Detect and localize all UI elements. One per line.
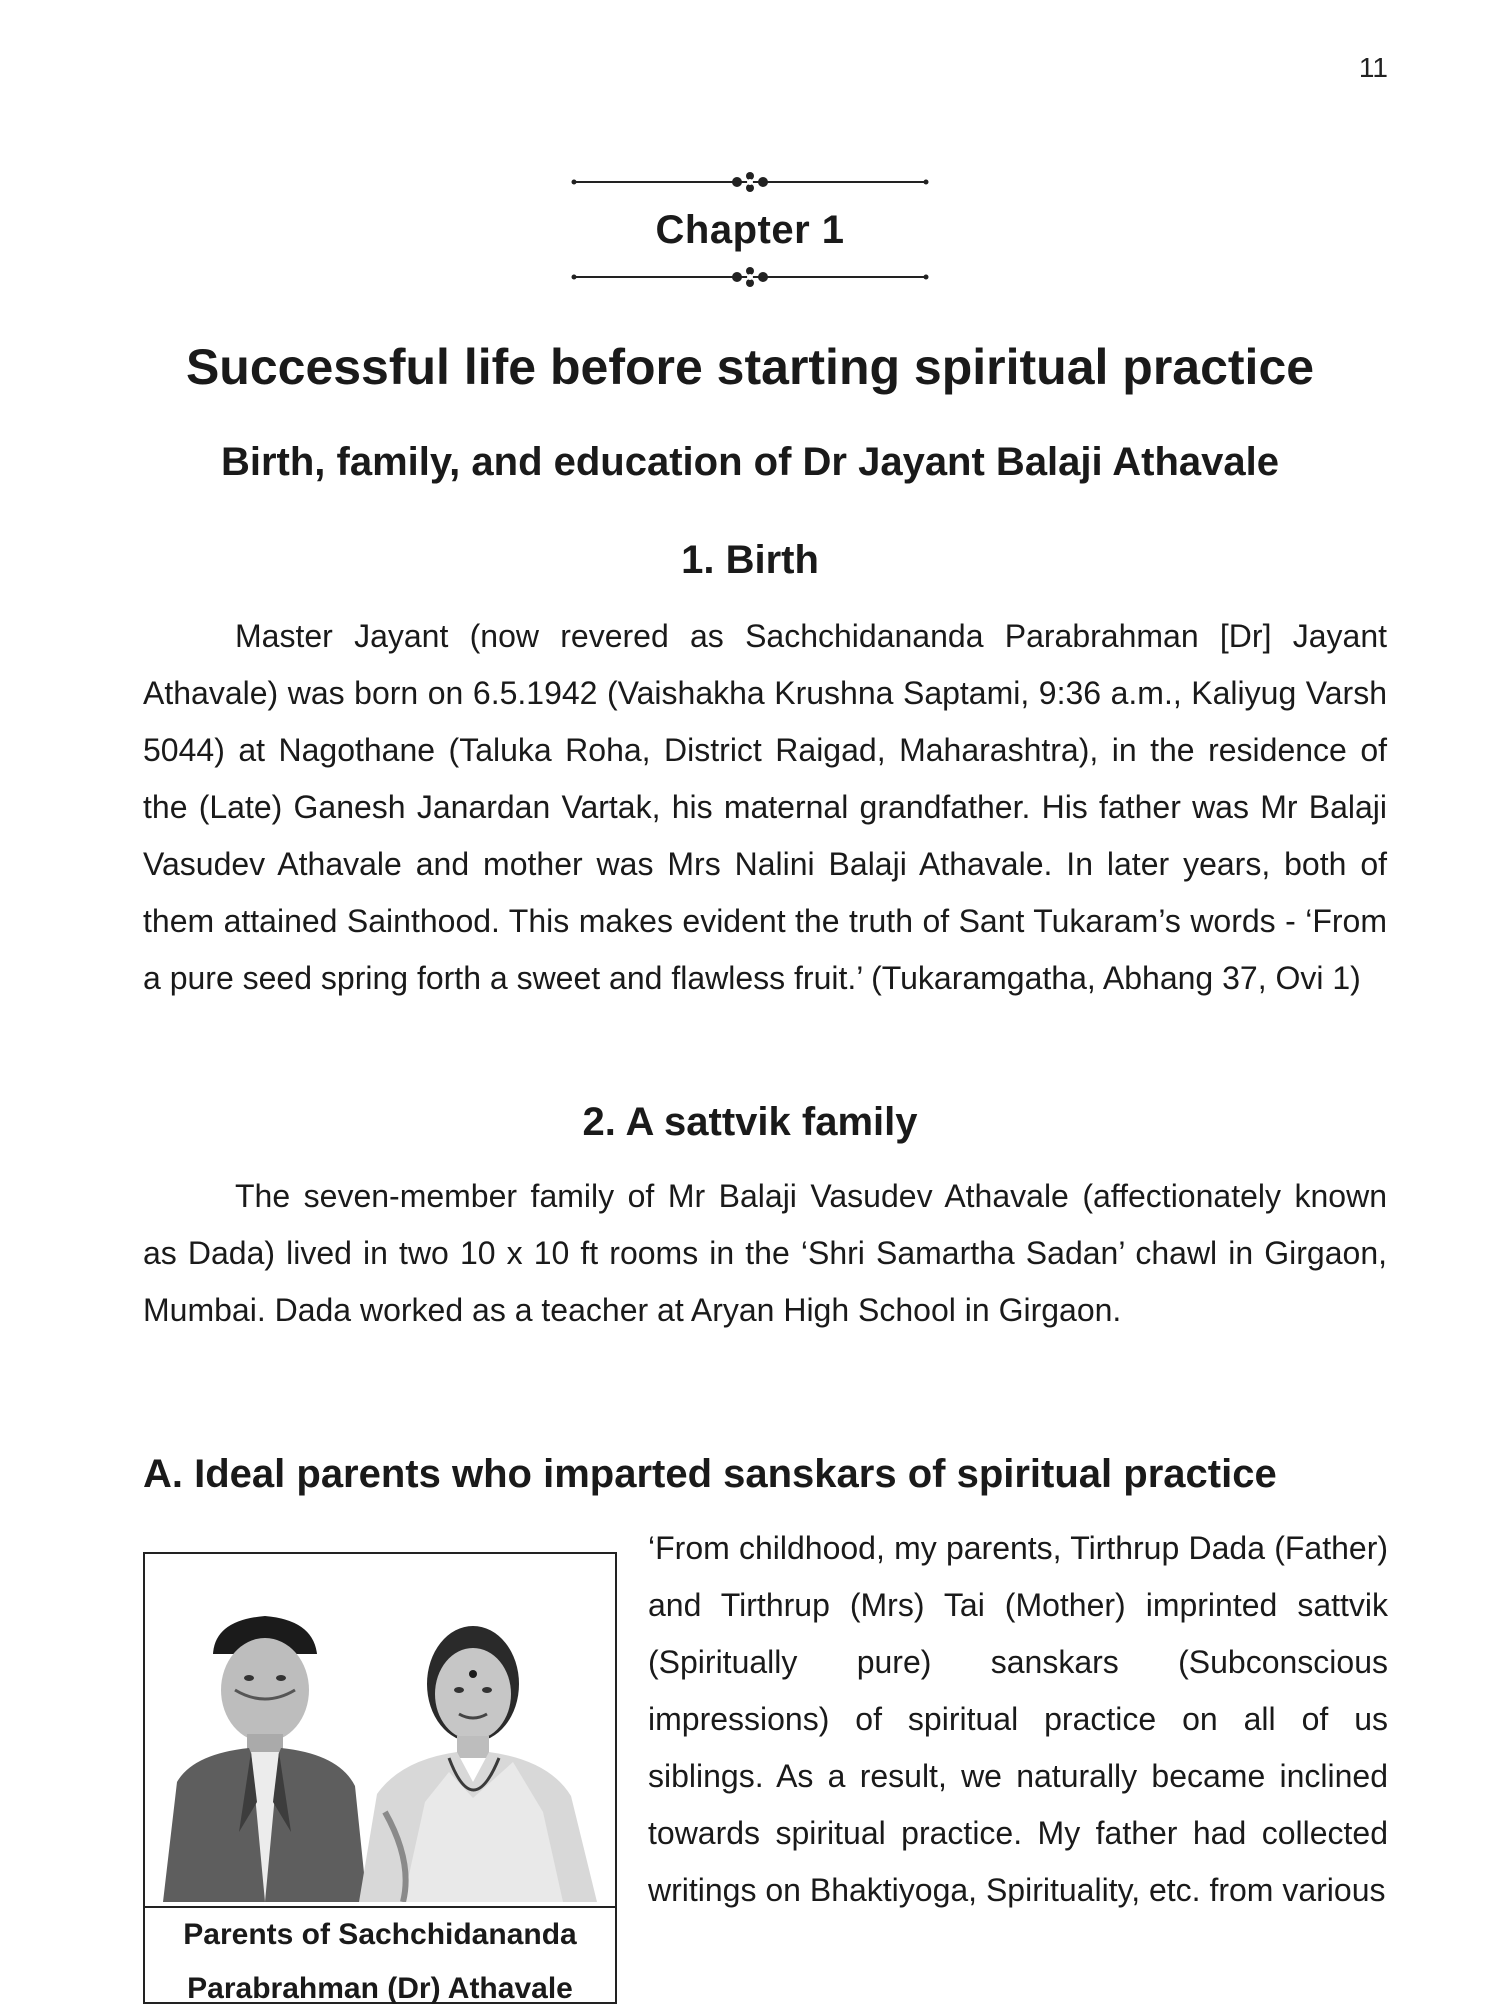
section-text-family: The seven-member family of Mr Balaji Vasudev Athavale (affectionately known as Dada) lived in two 10 x 10 ft rooms in the ‘Shri Samartha Sadan’ chawl in Girgaon, Mumbai. Dada worked as a teacher at Aryan High School in Girgaon. — [143, 1178, 1387, 1328]
page-title: Successful life before starting spiritual practice — [185, 339, 1315, 395]
section-heading-family: 2. A sattvik family — [582, 1100, 918, 1144]
chapter-header — [0, 170, 1500, 289]
page-subtitle: Birth, family, and education of Dr Jayant Balaji Athavale — [220, 440, 1280, 484]
ornament-rule-bottom — [570, 265, 930, 289]
section-text-birth: Master Jayant (now revered as Sachchidananda Parabrahman [Dr] Jayant Athavale) was born on 6.5.1942 (Vaishakha Krushna Saptami, 9:36 a.m., Kaliyug Varsh 5044) at Nagothane (Taluka Roha, District Raigad, Maharashtra), in the residence of the (Late) Ganesh Janardan Vartak, his maternal grandfather. His father was Mr Balaji Vasudev Athavale and mother was Mrs Nalini Balaji Athavale. In later years, both of them attained Sainthood. This makes evident the truth of Sant Tukaram’s words - ‘From a pure seed spring forth a sweet and flawless fruit.’ (Tukaramgatha, Abhang 37, Ovi 1) — [143, 618, 1387, 996]
subsection-heading: A. Ideal parents who imparted sanskars of spiritual practice — [143, 1452, 1277, 1496]
parents-photo — [153, 1562, 607, 1902]
chapter-label: Chapter 1 — [655, 208, 845, 252]
section-heading-birth: 1. Birth — [681, 538, 819, 582]
parents-photo-figure — [143, 1552, 617, 2004]
photo-caption-line-2: Parabrahman (Dr) Athavale — [187, 1972, 573, 2005]
ornament-rule-top — [570, 170, 930, 194]
photo-caption-line-1: Parents of Sachchidananda — [183, 1918, 577, 1951]
page-number: 11 — [1358, 52, 1388, 83]
subsection-text: ‘From childhood, my parents, Tirthrup Dada (Father) and Tirthrup (Mrs) Tai (Mother) imprinted sattvik (Spiritually pure) sanskars (Subconscious impressions) of spiritual practice on all of us siblings. As a result, we naturally became inclined towards spiritual practice. My father had collected writings on Bhaktiyoga, Spirituality, etc. from various — [648, 1530, 1388, 1908]
